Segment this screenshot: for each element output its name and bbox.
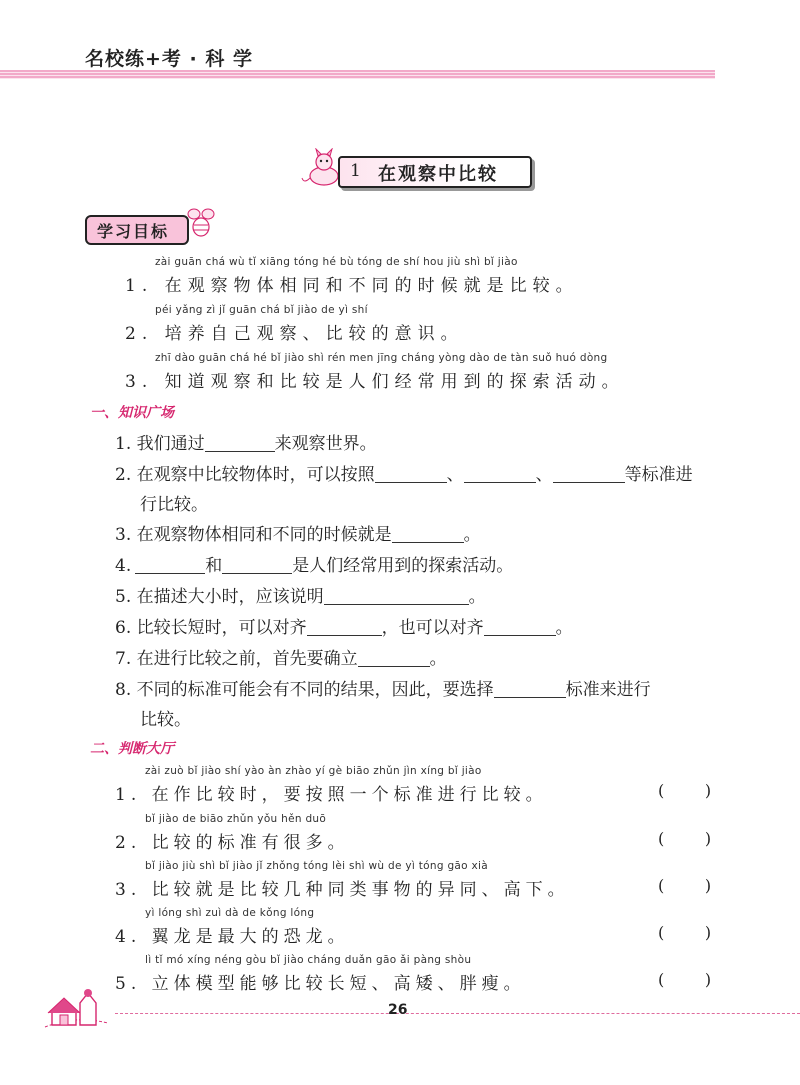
section-2-title: 二、判断大厅 <box>90 741 174 757</box>
tf-1-pinyin: zài zuò bǐ jiào shí yào àn zhào yí gè biāo zhǔn jìn xíng bǐ jiào <box>145 765 482 777</box>
q6-text-mid: ，也可以对齐 <box>381 618 484 638</box>
q4-blank-2[interactable] <box>222 556 292 574</box>
fill-question-6 <box>115 613 573 638</box>
goal-3-text: 3. 知道观察和比较是人们经常用到的探索活动。 <box>125 372 625 392</box>
q8-blank[interactable] <box>494 680 566 698</box>
q7-text-b: 。 <box>429 649 447 669</box>
q6-blank-2[interactable] <box>484 618 556 636</box>
tf-2-text: 2. 比较的标准有很多。 <box>115 833 350 853</box>
header-title: 名校练+考 · 科 学 <box>85 48 253 70</box>
fill-question-1 <box>115 429 377 454</box>
tf-4-pinyin: yì lóng shì zuì dà de kǒng lóng <box>145 907 315 919</box>
q2-sep-2: 、 <box>535 465 553 485</box>
tf-3-text: 3. 比较就是比较几种同类事物的异同、高下。 <box>115 880 570 900</box>
header-stripe <box>0 70 715 79</box>
tf-5-text: 5. 立体模型能够比较长短、高矮、胖瘦。 <box>115 974 526 994</box>
goal-2-pinyin: péi yǎng zì jǐ guān chá bǐ jiào de yì shí <box>155 304 368 316</box>
q4-text-mid: 和 <box>205 556 223 576</box>
q2-blank-3[interactable] <box>553 465 625 483</box>
q5-text-a: 5. 在描述大小时，应该说明 <box>115 587 324 607</box>
tf-4-text: 4. 翼龙是最大的恐龙。 <box>115 927 350 947</box>
q3-text-b: 。 <box>463 525 481 545</box>
goal-1-text: 1. 在观察物体相同和不同的时候就是比较。 <box>125 276 579 296</box>
q4-text-b: 是人们经常用到的探索活动。 <box>292 556 514 576</box>
fill-question-7 <box>115 644 447 669</box>
goal-3-pinyin: zhī dào guān chá hé bǐ jiào shì rén men jīng cháng yòng dào de tàn suǒ huó dòng <box>155 352 608 364</box>
q4-text-a: 4. <box>115 556 132 576</box>
q5-blank[interactable] <box>324 587 469 605</box>
tf-4-answer-paren[interactable]: ( ) <box>658 923 712 942</box>
q2-text-b: 等标准进 <box>624 465 693 485</box>
tf-2-pinyin: bǐ jiào de biāo zhǔn yǒu hěn duō <box>145 813 327 825</box>
section-1-title: 一、知识广场 <box>90 405 174 421</box>
bee-icon <box>185 205 217 239</box>
learning-goals-heading <box>85 205 225 245</box>
tf-3-answer-paren[interactable]: ( ) <box>658 876 712 895</box>
q2-blank-2[interactable] <box>464 465 536 483</box>
q8-text-b: 标准来进行 <box>565 680 651 700</box>
q7-text-a: 7. 在进行比较之前，首先要确立 <box>115 649 358 669</box>
tf-5-answer-paren[interactable]: ( ) <box>658 970 712 989</box>
tf-1-text: 1. 在作比较时，要按照一个标准进行比较。 <box>115 785 548 805</box>
lesson-number: 1 <box>350 161 361 181</box>
q3-text-a: 3. 在观察物体相同和不同的时候就是 <box>115 525 392 545</box>
q3-blank[interactable] <box>392 525 464 543</box>
fill-question-8 <box>115 675 651 700</box>
fill-question-2 <box>115 460 693 485</box>
q6-text-b: 。 <box>555 618 573 638</box>
goal-1-pinyin: zài guān chá wù tǐ xiāng tóng hé bù tóng de shí hou jiù shì bǐ jiào <box>155 256 518 268</box>
fill-question-5 <box>115 582 486 607</box>
tf-5-pinyin: lì tǐ mó xíng néng gòu bǐ jiào cháng duǎn gāo ǎi pàng shòu <box>145 954 472 966</box>
fill-question-2-continued: 行比较。 <box>140 495 208 515</box>
tf-3-pinyin: bǐ jiào jiù shì bǐ jiào jǐ zhǒng tóng lèi shì wù de yì tóng gāo xià <box>145 860 488 872</box>
page-number: 26 <box>388 1002 408 1018</box>
lesson-title: 在观察中比较 <box>378 164 498 185</box>
q2-sep-1: 、 <box>446 465 464 485</box>
q8-text-a: 8. 不同的标准可能会有不同的结果，因此，要选择 <box>115 680 494 700</box>
q2-text-a: 2. 在观察中比较物体时，可以按照 <box>115 465 375 485</box>
q2-blank-1[interactable] <box>375 465 447 483</box>
learning-goals-box <box>85 215 189 245</box>
q1-blank[interactable] <box>205 434 275 452</box>
tf-2-answer-paren[interactable]: ( ) <box>658 829 712 848</box>
fill-question-8-continued: 比较。 <box>140 710 191 730</box>
goal-2-text: 2. 培养自己观察、比较的意识。 <box>125 324 464 344</box>
q1-text-a: 1. 我们通过 <box>115 434 205 454</box>
learning-goals-label: 学习目标 <box>97 222 170 241</box>
q5-text-b: 。 <box>468 587 486 607</box>
tf-1-answer-paren[interactable]: ( ) <box>658 781 712 800</box>
lesson-title-box <box>338 156 532 188</box>
q7-blank[interactable] <box>358 649 430 667</box>
footer-divider <box>115 1013 800 1014</box>
q6-text-a: 6. 比较长短时，可以对齐 <box>115 618 307 638</box>
q4-blank-1[interactable] <box>135 556 205 574</box>
fill-question-4 <box>115 551 513 576</box>
q6-blank-1[interactable] <box>307 618 382 636</box>
house-icon <box>40 985 110 1030</box>
fill-question-3 <box>115 520 481 545</box>
q1-text-b: 来观察世界。 <box>274 434 377 454</box>
lesson-heading <box>300 148 535 188</box>
